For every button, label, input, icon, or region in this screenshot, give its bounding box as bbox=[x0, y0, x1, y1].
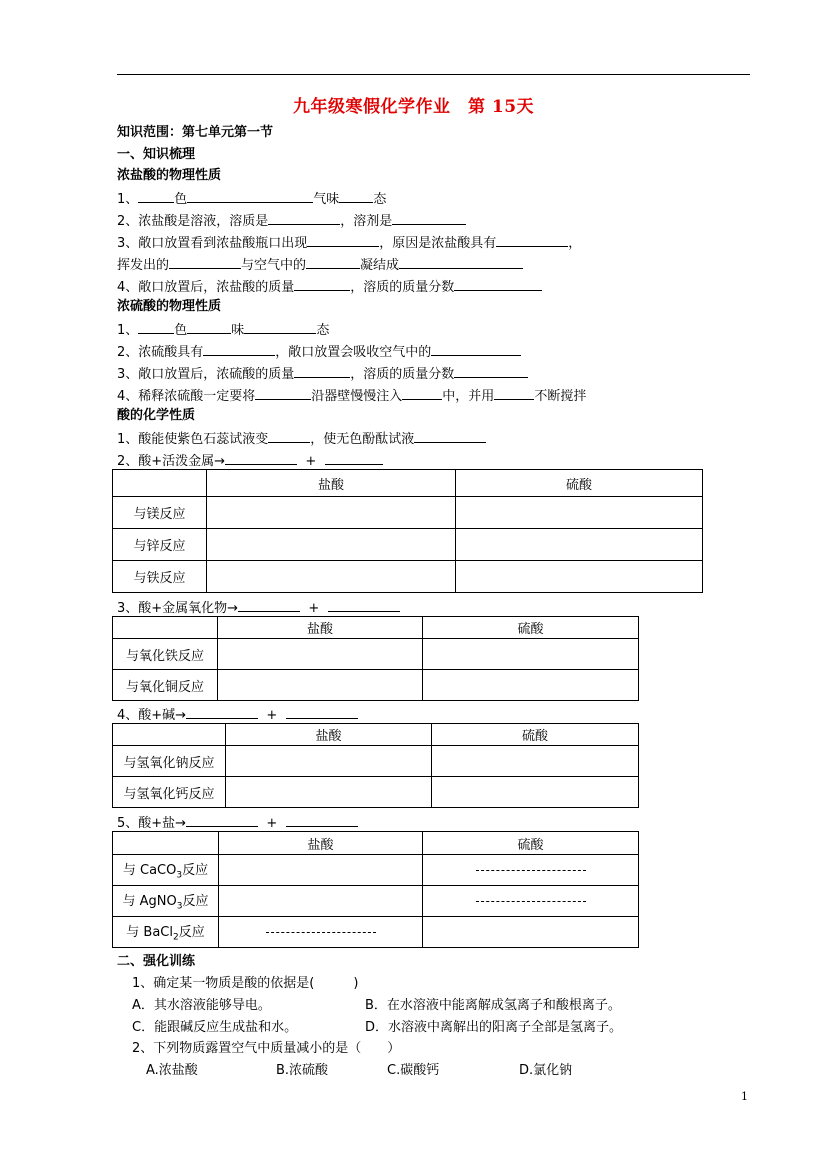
hcl-line-1: 1、 色 气味 态 bbox=[117, 189, 386, 208]
row-label: 与铁反应 bbox=[113, 561, 207, 593]
acid-line-2: 2、酸+活泼金属→ + bbox=[117, 451, 383, 470]
blank[interactable] bbox=[307, 233, 379, 247]
row-label: 与镁反应 bbox=[113, 497, 207, 529]
blank[interactable] bbox=[399, 255, 523, 269]
blank[interactable] bbox=[187, 320, 231, 334]
blank[interactable] bbox=[325, 451, 383, 465]
blank[interactable] bbox=[294, 277, 350, 291]
acid-line-3: 3、酸+金属氧化物→ + bbox=[117, 598, 400, 617]
blank[interactable] bbox=[454, 277, 542, 291]
table-acid-oxide bbox=[112, 616, 639, 701]
blank[interactable] bbox=[186, 813, 258, 827]
column-header: 硫酸 bbox=[456, 470, 703, 497]
h2so4-line-1: 1、 色 味 态 bbox=[117, 320, 329, 339]
page-number: 1 bbox=[741, 1090, 748, 1103]
blank[interactable] bbox=[238, 598, 300, 612]
answer-cell[interactable] bbox=[456, 561, 703, 593]
column-header: 盐酸 bbox=[207, 470, 456, 497]
section-1-heading: 一、知识梳理 bbox=[117, 147, 196, 162]
answer-cell[interactable] bbox=[423, 917, 639, 948]
q1-option-a[interactable]: A．其水溶液能够导电。 bbox=[132, 998, 271, 1013]
answer-cell[interactable] bbox=[207, 561, 456, 593]
answer-cell[interactable] bbox=[207, 497, 456, 529]
row-label: 与氧化铜反应 bbox=[113, 670, 218, 701]
column-header: 盐酸 bbox=[226, 724, 432, 746]
answer-cell[interactable] bbox=[226, 777, 432, 808]
blank[interactable] bbox=[454, 364, 528, 378]
answer-cell[interactable] bbox=[226, 746, 432, 777]
dash-line bbox=[476, 870, 586, 871]
hcl-line-3: 3、敞口放置看到浓盐酸瓶口出现 ，原因是浓盐酸具有 ， bbox=[117, 233, 581, 252]
answer-cell[interactable] bbox=[423, 670, 639, 701]
blank[interactable] bbox=[339, 189, 373, 203]
h2so4-heading: 浓硫酸的物理性质 bbox=[117, 299, 222, 314]
h2so4-line-4: 4、稀释浓硫酸一定要将 沿器壁慢慢注入 中，并用 不断搅拌 bbox=[117, 386, 586, 405]
q2-option-d[interactable]: D.氯化钠 bbox=[519, 1063, 573, 1078]
table-acid-base bbox=[112, 723, 639, 808]
row-label: 与氢氧化钠反应 bbox=[113, 746, 226, 777]
answer-cell bbox=[219, 917, 423, 948]
acid-line-1: 1、酸能使紫色石蕊试液变 ，使无色酚酞试液 bbox=[117, 429, 486, 448]
blank[interactable] bbox=[328, 598, 400, 612]
blank[interactable] bbox=[255, 386, 311, 400]
answer-cell[interactable] bbox=[219, 886, 423, 917]
blank[interactable] bbox=[294, 364, 350, 378]
answer-cell[interactable] bbox=[456, 497, 703, 529]
column-header: 硫酸 bbox=[423, 832, 639, 855]
blank[interactable] bbox=[431, 342, 521, 356]
acid-line-4: 4、酸+碱→ + bbox=[117, 705, 358, 724]
blank[interactable] bbox=[414, 429, 486, 443]
row-label: 与 CaCO$_3$反应 bbox=[113, 855, 219, 886]
answer-cell bbox=[423, 886, 639, 917]
blank[interactable] bbox=[268, 211, 340, 225]
q2-option-c[interactable]: C.碳酸钙 bbox=[387, 1063, 440, 1078]
section-2-heading: 二、强化训练 bbox=[117, 954, 196, 969]
blank[interactable] bbox=[186, 705, 258, 719]
dash-line bbox=[266, 932, 376, 933]
q1-option-d[interactable]: D．水溶液中离解出的阳离子全部是氢离子。 bbox=[365, 1020, 623, 1035]
answer-cell[interactable] bbox=[207, 529, 456, 561]
row-label: 与 BaCl$_2$反应 bbox=[113, 917, 219, 948]
q1-option-b[interactable]: B．在水溶液中能离解成氢离子和酸根离子。 bbox=[365, 998, 621, 1013]
row-label: 与锌反应 bbox=[113, 529, 207, 561]
table-acid-metal bbox=[112, 469, 703, 593]
acid-line-5: 5、酸+盐→ + bbox=[117, 813, 358, 832]
blank[interactable] bbox=[494, 386, 534, 400]
answer-cell[interactable] bbox=[218, 670, 423, 701]
scope-line: 知识范围：第七单元第一节 bbox=[117, 125, 274, 140]
blank[interactable] bbox=[268, 429, 310, 443]
column-header: 盐酸 bbox=[219, 832, 423, 855]
answer-cell[interactable] bbox=[432, 746, 639, 777]
blank[interactable] bbox=[138, 189, 174, 203]
blank[interactable] bbox=[306, 255, 360, 269]
q2-option-b[interactable]: B.浓硫酸 bbox=[276, 1063, 329, 1078]
answer-cell[interactable] bbox=[218, 639, 423, 670]
blank[interactable] bbox=[169, 255, 241, 269]
question-2: 2、下列物质露置空气中质量减小的是（ ） bbox=[132, 1041, 401, 1056]
h2so4-line-2: 2、浓硫酸具有 ，敞口放置会吸收空气中的 bbox=[117, 342, 521, 361]
header-rule bbox=[117, 74, 750, 75]
blank[interactable] bbox=[286, 813, 358, 827]
column-header: 硫酸 bbox=[432, 724, 639, 746]
acid-heading: 酸的化学性质 bbox=[117, 408, 196, 423]
hcl-line-2: 2、浓盐酸是溶液，溶质是 ，溶剂是 bbox=[117, 211, 466, 230]
blank[interactable] bbox=[138, 320, 174, 334]
blank[interactable] bbox=[203, 342, 275, 356]
row-label: 与氧化铁反应 bbox=[113, 639, 218, 670]
h2so4-line-3: 3、敞口放置后，浓硫酸的质量 ，溶质的质量分数 bbox=[117, 364, 528, 383]
blank[interactable] bbox=[187, 189, 313, 203]
answer-cell[interactable] bbox=[432, 777, 639, 808]
answer-cell[interactable] bbox=[423, 639, 639, 670]
row-label: 与氢氧化钙反应 bbox=[113, 777, 226, 808]
answer-cell[interactable] bbox=[456, 529, 703, 561]
page-title: 九年级寒假化学作业 第 15天 bbox=[292, 97, 535, 117]
column-header: 盐酸 bbox=[218, 617, 423, 639]
hcl-heading: 浓盐酸的物理性质 bbox=[117, 168, 222, 183]
answer-cell[interactable] bbox=[219, 855, 423, 886]
blank[interactable] bbox=[286, 705, 358, 719]
row-label: 与 AgNO$_3$反应 bbox=[113, 886, 219, 917]
question-1: 1、确定某一物质是酸的依据是( ) bbox=[132, 976, 359, 991]
blank[interactable] bbox=[496, 233, 568, 247]
q1-option-c[interactable]: C．能跟碱反应生成盐和水。 bbox=[132, 1020, 298, 1035]
hcl-line-3b: 挥发出的 与空气中的 凝结成 bbox=[117, 255, 523, 274]
blank[interactable] bbox=[244, 320, 316, 334]
hcl-line-4: 4、敞口放置后，浓盐酸的质量 ，溶质的质量分数 bbox=[117, 277, 542, 296]
blank[interactable] bbox=[225, 451, 297, 465]
answer-cell bbox=[423, 855, 639, 886]
blank[interactable] bbox=[402, 386, 442, 400]
column-header: 硫酸 bbox=[423, 617, 639, 639]
table-acid-salt bbox=[112, 831, 639, 948]
blank[interactable] bbox=[392, 211, 466, 225]
q2-option-a[interactable]: A.浓盐酸 bbox=[146, 1063, 198, 1078]
dash-line bbox=[476, 901, 586, 902]
